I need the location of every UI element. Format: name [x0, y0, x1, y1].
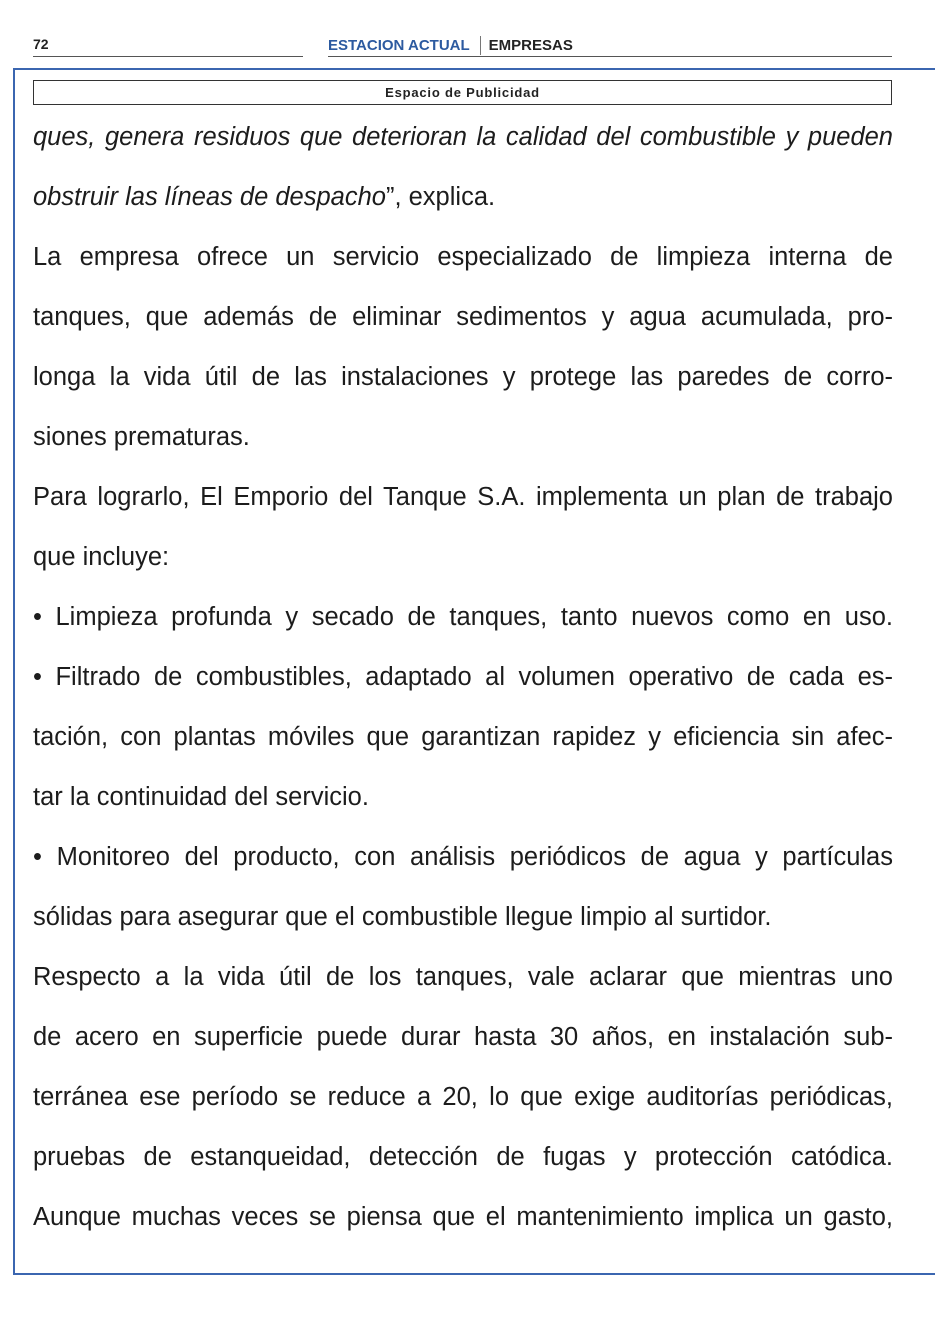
text-line: ques, genera residuos que deterioran la calidad del combustible y pueden	[33, 123, 893, 151]
text-line: sólidas para asegurar que el combustible llegue limpio al surtidor.	[33, 903, 772, 931]
quote-attribution: ”, explica.	[385, 183, 496, 211]
text-line: tanques, que además de eliminar sedimentos y agua acumulada, pro-	[33, 303, 893, 331]
text-line	[33, 167, 893, 227]
header-section: ESTACION ACTUAL	[328, 37, 470, 54]
text-line: terránea ese período se reduce a 20, lo que exige auditorías periódicas,	[33, 1083, 893, 1111]
text-line: Respecto a la vida útil de los tanques, vale aclarar que mientras uno	[33, 963, 893, 991]
text-line: de acero en superficie puede durar hasta 30 años, en instalación sub-	[33, 1023, 893, 1051]
text-line: tar la continuidad del servicio.	[33, 783, 369, 811]
ad-label: Espacio de Publicidad	[33, 80, 892, 105]
list-item: • Filtrado de combustibles, adaptado al volumen operativo de cada es-	[33, 663, 893, 691]
list-item: • Limpieza profunda y secado de tanques, tanto nuevos como en uso.	[33, 603, 893, 631]
text-line: Aunque muchas veces se piensa que el mantenimiento implica un gasto,	[33, 1203, 893, 1231]
text-line: La empresa ofrece un servicio especializado de limpieza interna de	[33, 243, 893, 271]
text-line: Para lograrlo, El Emporio del Tanque S.A. implementa un plan de trabajo	[33, 483, 893, 511]
header-rule-right	[328, 56, 892, 57]
text-line: longa la vida útil de las instalaciones y protege las paredes de corro-	[33, 363, 893, 391]
header-category: EMPRESAS	[488, 37, 573, 54]
list-item: • Monitoreo del producto, con análisis periódicos de agua y partículas	[33, 843, 893, 871]
text-line: que incluye:	[33, 543, 170, 571]
text-line: siones prematuras.	[33, 423, 250, 451]
page-number: 72	[33, 36, 49, 52]
header-rule-left	[33, 56, 303, 57]
article-body	[33, 107, 893, 1247]
running-header	[328, 36, 573, 55]
text-line: tación, con plantas móviles que garantizan rapidez y eficiencia sin afec-	[33, 723, 893, 751]
text-line: pruebas de estanqueidad, detección de fugas y protección catódica.	[33, 1143, 893, 1171]
quote-end: obstruir las líneas de despacho	[33, 183, 386, 211]
header-separator	[480, 36, 481, 55]
